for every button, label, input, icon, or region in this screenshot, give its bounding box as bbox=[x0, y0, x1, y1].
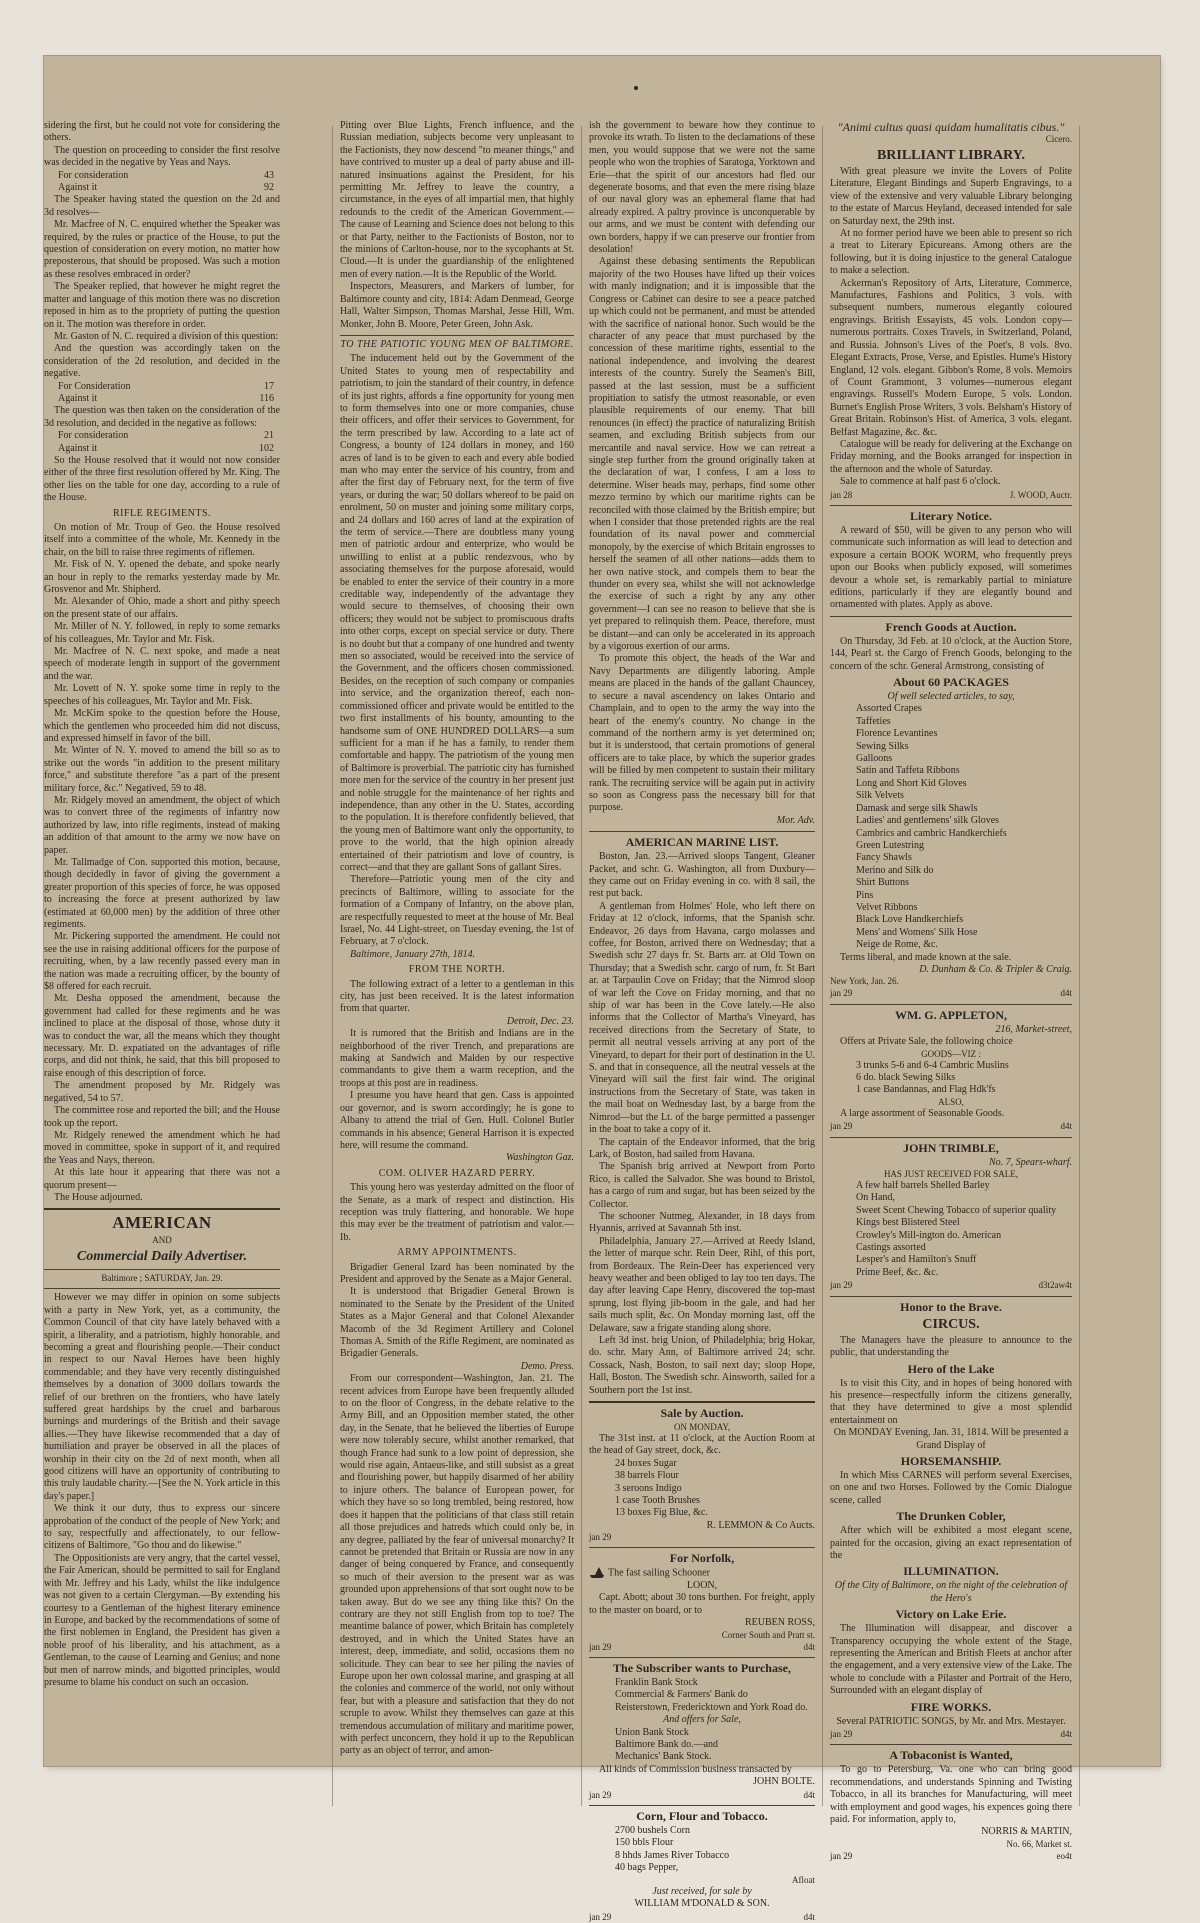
ad-footer: jan 29 d4t bbox=[830, 1729, 1072, 1740]
paragraph: Baltimore, January 27th, 1814. bbox=[350, 948, 476, 960]
list-item: Lesper's and Hamilton's Snuff bbox=[856, 1254, 977, 1266]
paragraph: Inspectors, Measurers, and Markers of lumber, for Baltimore county and city, 1814: Adam Denmead, George Hall, Walter Simpson, Thomas Marshal, Jesse Hill, Wm. Monker, John B. Moore, Peter Green, John Ask. bbox=[340, 281, 574, 330]
ad-heading: CIRCUS. bbox=[922, 1316, 980, 1332]
paragraph: The Speaker replied, that however he might regret the matter and language of this motion there was no discretion reposed in him as to the propriety of putting the question on it. The motion was therefore in order. bbox=[44, 281, 280, 330]
dateline: Baltimore ; SATURDAY, Jan. 29. bbox=[101, 1273, 223, 1284]
paragraph: Mr. Miller of N. Y. followed, in reply to some remarks of his colleagues, Mr. Taylor and Mr. Fisk. bbox=[44, 621, 280, 645]
section-heading: RIFLE REGIMENTS. bbox=[113, 507, 211, 519]
paragraph: All kinds of Commission business transacted by bbox=[599, 1763, 792, 1775]
paragraph: ish the government to beware how they continue to provoke its wrath. To listen to the declamations of these men, you would suppose that we were not the same people who won the trophies of Saratoga, Yorktown and Erie—that the spirit of our ancestors had fled our degenerate bosoms, and that even the mere rising blaze of our naval glory was an ephemeral flame that had already expired. A paltry province is unconquerable by our arms, and we must be content with defending our own borders, happy if we can preserve our frontier from desolation! bbox=[589, 120, 815, 256]
ad-footer: jan 29 d4t bbox=[589, 1789, 815, 1800]
vote-row: Against it 102 bbox=[58, 442, 274, 454]
ad-signature: D. Dunham & Co. & Tripler & Craig. bbox=[919, 963, 1072, 975]
ad-location: New York, Jan. 26. bbox=[830, 976, 899, 987]
paragraph: Mr. Pickering supported the amendment. He could not see the use in raising additional officers for the purpose of recruiting, when, by a law recently passed every man in the nation was made a recruiting officer, by the bounty of $8 offered for each recruit. bbox=[44, 931, 280, 993]
paragraph: The Speaker having stated the question on the 2d and 3d resolves— bbox=[44, 194, 280, 218]
paragraph: Pitting over Blue Lights, French influence, and the Russian mediation, subjects become very unpleasant to the Factionists, they now descend "to meaner things," and have contrived to muster up a deal of party abuse and ill-natured insinuations against the President, for his permitting Mr. Jeffrey to leave the country, a circumstance, in the eyes of all impartial men, that highly redounds to the credit of the American Government.—The cause of Learning and Science does not belong to this or that Party, neither to the Factionists of Boston, nor to the minions of Carlton-house, nor to the sycophants at St. Cloud.—It is under the guardianship of the enlightened men of every nation.—It is the Republic of the World. bbox=[340, 120, 574, 280]
paragraph: Mr. Lovett of N. Y. spoke some time in reply to the speeches of his colleagues, Mr. Taylor and Mr. Fisk. bbox=[44, 683, 280, 707]
list-item: 6 do. black Sewing Silks bbox=[856, 1072, 956, 1083]
ad-heading: French Goods at Auction. bbox=[885, 619, 1017, 634]
paragraph: Just received, for sale by bbox=[652, 1885, 752, 1897]
ad-subheading: HAS JUST RECEIVED FOR SALE, bbox=[883, 1169, 1019, 1180]
divider bbox=[830, 1296, 1072, 1297]
divider bbox=[44, 1208, 280, 1210]
list-item: Black Love Handkerchiefs bbox=[856, 914, 964, 926]
paragraph: On motion of Mr. Troup of Geo. the House resolved itself into a committee of the whole, Mr. Kennedy in the chair, on the bill to raise three regiments of riflemen. bbox=[44, 522, 280, 558]
column-3 bbox=[589, 120, 815, 1922]
paragraph: In which Miss CARNES will perform several Exercises, on one and two Horses. Followed by the Comic Dialogue scene, called bbox=[830, 1469, 1072, 1506]
paragraph: The Managers have the pleasure to announce to the public, that understanding the bbox=[830, 1334, 1072, 1359]
paragraph: A large assortment of Seasonable Goods. bbox=[840, 1107, 1005, 1119]
paragraph: Mr. Fisk of N. Y. opened the debate, and spoke nearly an hour in reply to the remarks yesterday made by Mr. Grosvenor and Mr. Shipherd. bbox=[44, 559, 280, 596]
paragraph: Sale to commence at half past 6 o'clock. bbox=[840, 476, 1001, 488]
ad-footer: jan 29 d4t bbox=[589, 1641, 815, 1652]
paragraph: Mr. Alexander of Ohio, made a short and pithy speech on the present state of our affairs. bbox=[44, 596, 280, 620]
paragraph: Mr. McKim spoke to the question before the House, which the gentlemen who proceeded him did not discuss, and expressed himself in favor of the bill. bbox=[44, 708, 280, 744]
paragraph: And the question was accordingly taken on the consideration of the 2d resolution, and decided in the negative. bbox=[44, 343, 280, 380]
paragraph: The question was then taken on the consideration of the 3d resolution, and decided in the negative as follows: bbox=[44, 405, 280, 429]
list-item: Taffeties bbox=[856, 715, 891, 727]
paragraph: A reward of $50, will be given to any person who will communicate such information as will lead to detection and exposure a certain BOOK WORM, who frequently preys upon our Books when publicly exposed, will sometimes devour a whole set, is remarkably partial to miniature editions, particularly if they are elegantly bound and ornamented with plates. Apply as above. bbox=[830, 524, 1072, 611]
paragraph: Mr. Gaston of N. C. required a division of this question: bbox=[54, 330, 279, 342]
list-item: Sewing Silks bbox=[856, 740, 909, 752]
list-item: Prime Beef, &c. &c. bbox=[856, 1266, 939, 1278]
vote-row: For consideration 43 bbox=[58, 169, 274, 181]
divider bbox=[44, 1269, 280, 1270]
divider bbox=[589, 831, 815, 832]
ad-heading: JOHN TRIMBLE, bbox=[903, 1140, 999, 1155]
masthead-and: AND bbox=[152, 1235, 172, 1246]
paragraph: From our correspondent—Washington, Jan. 21. The recent advices from Europe have been frequently alluded to on the floor of Congress, in the debate relative to the Army Bill, and an Opposition member stated, the other day, in the Senate, that he believed the liberties of Europe were now tolerably secure, whilst another remarked, that though France had sunk to a low point of depression, she would rise again, Antaeus-like, and still subsist as a great and flourishing power, but happily disarmed of her ability to injure others. The balance of European power, for which they have so so long trembled, being restored, how does it happen that the politicians of that class still retain all those prejudices and hatreds which could only be, in any degree, palliated by the fear of universal monarchy? It cannot be pretended that Britain or Russia are now in any danger of being conquered by France, and consequently so much of their aversion to the present war as was grounded upon apprehensions of that sort ought now to be taken away. But do we see any thing like this? On the contrary are they not still English from top to toe? The meantime balance of power, which Britain has completely destroyed, and in which the United States have an interest, deep, immediate, and solid, occasions them no solicitude. They can bear to see her piling the navies of Europe upon her own colossal marine, and grasping at all the colonies and commerce of the world, not only without fear, but with a pleasure and satisfaction that they do not scruple to avow. Whilst they themselves can gaze at this tremendous accumulation of military and maritime power, with perfect unconcern, they hold it up to the Republican party as an object of terror, and amon- bbox=[340, 1373, 574, 1757]
paragraph: The following extract of a letter to a gentleman in this city, has just been received. It is the latest information from that quarter. bbox=[340, 978, 574, 1015]
divider bbox=[830, 1004, 1072, 1005]
list-item: Cambrics and cambric Handkerchiefs bbox=[856, 827, 1007, 839]
section-heading: FROM THE NORTH. bbox=[408, 964, 506, 976]
paragraph: It is rumored that the British and Indians are in the neighborhood of the river Trench, and preparations are making at Sandwich and Malden by our respective commandants to give them a warm reception, and the troops at this post are in readiness. bbox=[340, 1028, 574, 1089]
ad-subheading: ALSO, bbox=[938, 1096, 964, 1107]
column-4 bbox=[830, 120, 1072, 1861]
section-heading: AMERICAN MARINE LIST. bbox=[625, 835, 779, 850]
paragraph: Of well selected articles, to say, bbox=[887, 691, 1015, 703]
paragraph: Mr. Macfree of N. C. enquired whether the Speaker was required, by the rules or practice of the House, to put the question of consideration on every motion, no matter how preposterous, that should be proposed. Was such a motion as these resolves embraced in order? bbox=[44, 219, 280, 280]
paragraph: However we may differ in opinion on some subjects with a party in New York, yet, as a community, the Common Council of that city have lately behaved with a spirit, a liberality, and a patriotism, highly honorable, and becoming a great and flourishing people.—Their conduct in respect to our Naval Heroes have been highly commendable; and they have very recently distinguished themselves by a donation of 3000 dollars towards the relief of our brethren on the frontiers, who have lately suffered great hardships by the cruel and barbarous burnings and murderings of the British and their savage allies.—They have likewise recommended that a day of humiliation and prayer be observed in all the places of worship in their city on the 2d of next month, when all good citizens will have an opportunity of contributing to this truly laudable charity.—[See the N. York article in this day's paper.] bbox=[44, 1292, 280, 1502]
ad-heading: For Norfolk, bbox=[669, 1551, 735, 1566]
motto: "Animi cultus quasi quidam humalitatis cibus." bbox=[837, 120, 1065, 134]
column-1 bbox=[44, 120, 280, 1820]
ad-address: No. 7, Spears-wharf. bbox=[988, 1156, 1072, 1168]
paragraph: The amendment proposed by Mr. Ridgely was negatived, 54 to 57. bbox=[44, 1080, 280, 1104]
source-credit: Mor. Adv. bbox=[776, 814, 815, 826]
paragraph: So the House resolved that it would not now consider either of the three first resolution offered by Mr. King. The other lies on the table for one day, according to a rule of the House. bbox=[44, 454, 280, 504]
divider bbox=[589, 1805, 815, 1806]
list-item: 3 trunks 5-6 and 6-4 Cambric Muslins bbox=[856, 1059, 1009, 1071]
ad-signature: WILLIAM M'DONALD & SON. bbox=[634, 1898, 770, 1910]
divider bbox=[830, 616, 1072, 617]
ad-subheading: GOODS—VIZ : bbox=[921, 1048, 981, 1059]
ad-signature: REUBEN ROSS, bbox=[744, 1617, 815, 1629]
paragraph: Mr. Tallmadge of Con. supported this motion, because, though decidedly in favor of giving the government a greater proportion of this species of force, he was opposed to increasing the force at present authorized by law (estimated at 60,000 men) by the addition of three other regiments. bbox=[44, 856, 280, 930]
paragraph: To promote this object, the heads of the War and Navy Departments are diligently laboring. Ample means are placed in the hands of the gallant Chauncey, to secure a naval ascendency on lakes Ontario and Champlain, and to open to the army the way into the heart of the enemy's country. No change in the command of the northern army is yet determined on; but it is understood, that certain promotions of general officers are to take place, by which the superior grades will be filled by men competent to sustain their military rank. The recruiting service will be again put in activity so soon as Congress pass the necessary bill for that purpose. bbox=[589, 653, 815, 814]
divider bbox=[44, 1288, 280, 1289]
paragraph: A gentleman from Holmes' Hole, who left there on Friday at 12 o'clock, informs, that the Spanish schr. Endeavor, 26 days from Havana, cargo molasses and coffee, for Boston, arrived there on Wednesday; that a Swedish schr 27 days fr. St. Barts arr. at Old Town on Thursday; that a Swedish schr. cargo of rum, fr. St Bart ar. at Tarpaulin Cove on Friday; that the Nimrod sloop of war left the Cove on Friday morning, and that no ship of war has been in the Cove lately.—He also informs that the Collector of Martha's Vineyard, has received directions from the Secretary of State, to permit all neutral vessels arriving at any port of the Vineyard, to depart for their port of destination in the U. S. and that in consequence, all the neutral vessels at the Vineyard will sail the first fair wind. The original instructions from the Secretary of State, was taken in the mail boat on Wednesday last, by a barge from the Nimrod—but the Lt. of the barge permitted a passenger in the boat to take a copy of it. bbox=[589, 900, 815, 1136]
paragraph: Mr. Macfree of N. C. next spoke, and made a neat speech of moderate length in support of the government and the war. bbox=[44, 646, 280, 682]
ad-highlight: ILLUMINATION. bbox=[903, 1564, 999, 1579]
paragraph: It is understood that Brigadier General Brown is nominated to the Senate by the President of the United States as a Major General and that Colonel Alexander Macomb of the 3d Regiment Artillery and Colonel Thomas A. Smith of the Rifle Regiment, are nominated as Brigadier Generals. bbox=[340, 1286, 574, 1360]
ad-heading: BRILLIANT LIBRARY. bbox=[876, 148, 1026, 163]
paragraph: We think it our duty, thus to express our sincere approbation of the conduct of the people of New York; and to say, respectfully and affectionately, to our fellow-citizens of Baltimore, "Go thou and do likewise." bbox=[44, 1503, 280, 1552]
paragraph: Mr. Ridgely renewed the amendment which he had moved in committee, spoke in support of it, and required the Yeas and Nays, thereon. bbox=[44, 1129, 280, 1166]
paragraph: On MONDAY Evening, Jan. 31, 1814. Will be presented a Grand Display of bbox=[833, 1427, 1069, 1451]
ad-signature: R. LEMMON & Co Aucts. bbox=[706, 1519, 815, 1531]
ad-date: jan 29 bbox=[589, 1532, 612, 1543]
ad-highlight: FIRE WORKS. bbox=[910, 1699, 992, 1714]
paragraph: Of the City of Baltimore, on the night of the celebration of the Hero's bbox=[834, 1580, 1068, 1604]
vote-row: Against it 92 bbox=[58, 182, 274, 194]
paragraph: The 31st inst. at 11 o'clock, at the Auction Room at the head of Gay street, dock, &c. bbox=[589, 1433, 815, 1457]
ad-highlight: About 60 PACKAGES bbox=[893, 675, 1009, 690]
paragraph: The schooner Nutmeg, Alexander, in 18 days from Hyannis, arrived at Savannah 5th inst. bbox=[589, 1210, 815, 1235]
list-item: Ladies' and gentlemens' silk Gloves bbox=[856, 815, 1000, 827]
list-item: Castings assorted bbox=[856, 1242, 926, 1254]
list-item: Pins bbox=[856, 889, 874, 901]
list-item: Satin and Taffeta Ribbons bbox=[856, 765, 960, 777]
masthead-title: AMERICAN bbox=[112, 1213, 212, 1233]
list-item: Damask and serge silk Shawls bbox=[856, 802, 978, 814]
list-item: 40 bags Pepper, bbox=[615, 1862, 679, 1874]
list-item: Galloons bbox=[856, 753, 893, 765]
paragraph: The question on proceeding to consider the first resolve was decided in the negative by Yeas and Nays. bbox=[44, 144, 280, 169]
paragraph: This young hero was yesterday admitted on the floor of the Senate, as a mark of respect and distinction. His reception was truly flattering, and honorable. We hope this may ever be the treatment of patriotism and valor.—Ib. bbox=[340, 1182, 574, 1243]
source-credit: Washington Gaz. bbox=[506, 1152, 574, 1164]
paragraph: Boston, Jan. 23.—Arrived sloops Tangent, Gleaner Packet, and schr. G. Washington, all from Duxbury—they came out on Friday evening in co. with 8 sail, the rest put back. bbox=[589, 851, 815, 900]
ad-highlight: Hero of the Lake bbox=[907, 1361, 995, 1376]
ad-footer: jan 29 d4t bbox=[830, 988, 1072, 999]
list-item: Fancy Shawls bbox=[856, 852, 912, 864]
ad-footer: jan 29 d4t bbox=[589, 1911, 815, 1922]
paragraph: Brigadier General Izard has been nominated by the President and approved by the Senate as a Major General. bbox=[340, 1261, 574, 1285]
ad-address: No. 66, Market st. bbox=[1006, 1838, 1072, 1849]
ad-subheading: And offers for Sale, bbox=[663, 1714, 741, 1726]
paragraph: Catalogue will be ready for delivering at the Exchange on Friday morning, and the Books arranged for inspection in the afternoon and the whole of Saturday. bbox=[830, 438, 1072, 475]
paragraph: The captain of the Endeavor informed, that the brig Lark, of Boston, had sailed from Havana. bbox=[589, 1136, 815, 1160]
paragraph: After which will be exhibited a most elegant scene, painted for the occasion, giving an exact representation of the bbox=[830, 1525, 1072, 1561]
list-item: Neige de Rome, &c. bbox=[856, 939, 938, 951]
ad-heading: A Tobaconist is Wanted, bbox=[889, 1748, 1013, 1763]
paragraph: I presume you have heard that gen. Cass is appointed our governor, and is sworn accordingly; he is gone to Albany to attend the trial of Gen. Hull. Colonel Butler commands in his absence; General Harrison it is expected here, will resume the command. bbox=[340, 1090, 574, 1151]
column-rule bbox=[1079, 126, 1080, 1806]
paragraph: Is to visit this City, and in hopes of being honored with his presence—respectfully inform the citizens generally, that they have determined to give a most splendid entertainment on bbox=[830, 1377, 1072, 1426]
list-item: Mens' and Womens' Silk Hose bbox=[856, 926, 978, 938]
ad-footer: jan 29 d4t bbox=[830, 1121, 1072, 1132]
list-item: 8 hhds James River Tobacco bbox=[615, 1849, 730, 1861]
column-rule bbox=[581, 126, 582, 1806]
list-item: 13 boxes Fig Blue, &c. bbox=[615, 1507, 708, 1519]
paragraph: At this late hour it appearing that there was not a quorum present— bbox=[44, 1167, 280, 1191]
paragraph: The inducement held out by the Government of the United States to young men of respectability and patriotism, to join the standard of their country, in defence of its just rights, affords a fine opportunity for young men to form themselves into one or more companies, chuse their officers, and offer their services to Government, for the term prescribed by law. According to a late act of Congress, a bounty of 124 dollars in money, and 160 acres of land is to be given to each and every able bodied man who may enter the service of his country, from and after the first day of February next, for the term of five years, or during the war; 50 dollars whereof to be paid on enrolment, 50 on muster and joining some military corps, and 24 dollars and 160 acres of land at the expiration of the term of service.—There are doubtless many young men of patriotic ardour and enterprize, who would be unwilling to enlist at a public rendezvous, who by associating themselves for the purpose aforesaid, would be enabled to enter the service of their country in a more creditable way, independently of the advantage they would secure to themselves, of choosing their own officers; they would not be subject to promiscuous drafts into other corps, except on special service or duty. There is no doubt but that a company of one hundred and twenty men so associated, would be received into the service of the Government, and the officers chosen commissioned. Besides, on the reception of such company or companies into service, and the organization thereof, each non-commissioned officer and private would be entitled to the two first installments of his bounty, amounting to the handsome sum of ONE HUNDRED DOLLARS—a sum sufficient for a man if he has a family, to render them comfortable and happy. The patriotism of the young men of Baltimore is proverbial. The patriotic city has furnished more men for the service of the country in her present just and noble struggle for the maintenance of her rights and independence, than any other in the U. States, according to the population. It is therefore confidently believed, that the young men of Baltimore want only the opportunity, to prove to the world, that the high opinion already entertained of their patriotism and love of country, is correct—and that they are gallant Sons of gallant Sires. bbox=[340, 353, 574, 873]
paragraph: With great pleasure we invite the Lovers of Polite Literature, Elegant Bindings and Superb Engravings, to a view of the extensive and very valuable Library belonging to the estate of Marcus Heyland, deceased intended for sale on Saturday next, the 29th inst. bbox=[830, 166, 1072, 227]
paragraph: The Illumination will disappear, and discover a Transparency occupying the whole extent of the Stage, representing the American and British Fleets at anchor after the engagement, and a very extensive view of the Lake. The whole to conclude with a Pilaster and Portrait of the Hero, Surrounded with an elegant display of bbox=[830, 1623, 1072, 1697]
paragraph: To go to Petersburg, Va. one who can bring good recommendations, and understands Spinning and Twisting Tobacco, in all its branches for Manufacturing, will meet with employment and good wages, his expences going there paid. For information, apply to, bbox=[830, 1764, 1072, 1826]
ad-highlight: The Drunken Cobler, bbox=[896, 1509, 1006, 1524]
ad-subheading: ON MONDAY, bbox=[673, 1422, 730, 1433]
paragraph: Several PATRIOTIC SONGS, by Mr. and Mrs. Mestayer. bbox=[836, 1715, 1066, 1727]
ad-heading: Sale by Auction. bbox=[660, 1406, 744, 1421]
paragraph: On Thursday, 3d Feb. at 10 o'clock, at the Auction Store, 144, Pearl st. the Cargo of French Goods, belonging to the concern of the schr. General Armstrong, consisting of bbox=[830, 635, 1072, 672]
list-item: Silk Velvets bbox=[856, 790, 904, 802]
paragraph: Mr. Ridgely moved an amendment, the object of which was to convert three of the regiments of infantry now authorized by law, into rifle regiments, instead of making an addition of that amount to the army we now have on paper. bbox=[44, 794, 280, 856]
list-item: Assorted Crapes bbox=[856, 703, 922, 715]
paragraph: The House adjourned. bbox=[54, 1191, 143, 1203]
ad-heading: WM. G. APPLETON, bbox=[894, 1007, 1008, 1022]
list-item: 150 bbls Flour bbox=[615, 1837, 674, 1849]
list-item: Velvet Ribbons bbox=[856, 901, 918, 913]
list-item: Long and Short Kid Gloves bbox=[856, 777, 967, 789]
paragraph: The Oppositionists are very angry, that the cartel vessel, the Fair American, should be permitted to sail for England with Mr. Jeffrey and his Lady, whilst the like indulgence was not given to a certain Clergyman.—By extending his courtesy to a Gentleman of the highest literary eminence in Europe, and backed by the recommendations of some of the first noblemen in England, the President has given a noble proof of his liberality, and his attachment, as a Gentleman, to the cause of Learning and Genius; and none but men of narrow minds, and bigotted principles, would presume to blame his conduct on such an occasion. bbox=[44, 1552, 280, 1688]
section-heading: COM. OLIVER HAZARD PERRY. bbox=[378, 1167, 536, 1179]
list-item: Mechanics' Bank Stock. bbox=[615, 1751, 712, 1763]
section-heading: TO THE PATIOTIC YOUNG MEN OF BALTIMORE. bbox=[340, 338, 574, 350]
column-rule bbox=[822, 126, 823, 1806]
masthead-subtitle: Commercial Daily Advertiser. bbox=[76, 1249, 248, 1265]
divider bbox=[589, 1547, 815, 1548]
paragraph: Left 3d inst. brig Union, of Philadelphia; brig Hokar, do. schr. Mary Ann, of Baltimore arrived 24; schr. Cossack, Nash, Boston, to sail next day; sloop Hope, Hall, Boston. The Swedish schr. Ainsworth, sailed for a Southern port the 1st inst. bbox=[589, 1335, 815, 1396]
vote-row: For Consideration 17 bbox=[58, 380, 274, 392]
paragraph: Mr. Desha opposed the amendment, because the government had called for these regiments and he was inclined to place at the disposal of those, whose duty it was to conduct the war, all the means which they thought necessary. Mr. D. expatiated on the advantages of rifle corps, and did not think, he said, that this bill proposed to raise enough of this description of force. bbox=[44, 993, 280, 1079]
column-rule bbox=[332, 126, 333, 1806]
paragraph: At no former period have we been able to present so rich a treat to Literary Epicureans. Among others are the following, but it is doing injustice to the general Catalogue to make a selection. bbox=[830, 228, 1072, 277]
paragraph: sidering the first, but he could not vote for considering the others. bbox=[44, 120, 280, 144]
list-item: Florence Levantines bbox=[856, 728, 938, 740]
ad-footer: jan 29 d3t2aw4t bbox=[830, 1280, 1072, 1291]
ad-highlight: Victory on Lake Erie. bbox=[895, 1607, 1007, 1622]
divider bbox=[340, 335, 574, 336]
list-item: Kings best Blistered Steel bbox=[856, 1217, 960, 1229]
ad-heading: Literary Notice. bbox=[910, 508, 992, 523]
vote-row: Against it 116 bbox=[58, 392, 274, 404]
list-item: Baltimore Bank do.—and bbox=[615, 1739, 719, 1751]
ad-heading: Corn, Flour and Tobacco. bbox=[636, 1809, 768, 1824]
paragraph: Mr. Winter of N. Y. moved to amend the bill so as to strike out the words "in addition to the present military force," and substitute therefore "as a part of the present military force, &c." Negatived, 59 to 48. bbox=[44, 745, 280, 794]
list-item: Union Bank Stock bbox=[615, 1726, 689, 1738]
paragraph: Offers at Private Sale, the following choice bbox=[840, 1036, 1013, 1048]
ad-highlight: HORSEMANSHIP. bbox=[900, 1453, 1002, 1468]
list-item: 2700 bushels Corn bbox=[615, 1825, 690, 1837]
motto-source: Cicero. bbox=[1045, 134, 1072, 144]
vote-row: For consideration 21 bbox=[58, 430, 274, 442]
ad-heading: The Subscriber wants to Purchase, bbox=[613, 1661, 791, 1676]
divider bbox=[589, 1401, 815, 1403]
afloat-note: Afloat bbox=[792, 1874, 815, 1885]
list-item: 24 boxes Sugar bbox=[615, 1457, 677, 1469]
ad-signature: NORRIS & MARTIN, bbox=[981, 1826, 1072, 1838]
list-item: A few half barrels Shelled Barley bbox=[856, 1180, 990, 1192]
list-item: On Hand, bbox=[856, 1192, 895, 1204]
paragraph: Capt. Abott; about 30 tons burthen. For freight, apply to the master on board, or to bbox=[589, 1592, 815, 1616]
divider bbox=[589, 1657, 815, 1658]
ad-heading: Honor to the Brave. bbox=[900, 1299, 1002, 1314]
section-heading: ARMY APPOINTMENTS. bbox=[397, 1247, 517, 1259]
paragraph: Therefore—Patriotic young men of the city and precincts of Baltimore, willing to associate for the formation of a Company of Infantry, on the above plan, are respectfully requested to meet at the house of Mr. Beal Israel, No. 44 Light-street, on Tuesday evening, the 1st of February, at 7 o'clock. bbox=[340, 874, 574, 948]
page-mark bbox=[634, 86, 638, 90]
list-item: Crowley's Mill-ington do. American bbox=[856, 1229, 1002, 1241]
ad-address: 216, Market-street, bbox=[995, 1023, 1072, 1035]
list-item: Sweet Scent Chewing Tobacco of superior quality bbox=[856, 1204, 1057, 1216]
paragraph: The committee rose and reported the bill; and the House took up the report. bbox=[44, 1105, 280, 1129]
list-item: Green Lutestring bbox=[856, 839, 925, 851]
list-item: 38 barrels Flour bbox=[615, 1470, 679, 1482]
list-item: 1 case Bandannas, and Flag Hdk'fs bbox=[856, 1084, 996, 1096]
list-item: Merino and Silk do bbox=[856, 864, 934, 876]
list-item: 3 seroons Indigo bbox=[615, 1482, 682, 1494]
paragraph: Philadelphia, January 27.—Arrived at Reedy Island, the letter of marque schr. Rein Deer, Rihl, of this port, from Bordeaux. The Rein-Deer has experienced very heavy weather and been obliged to lay too ten days. The day after leaving Cape Henry, discovered the top-mast sprung, lost flying jib-boom in the gale, and had her sails much split, &c. On Monday morning last, off the Delaware, saw a frigate standing along shore. bbox=[589, 1235, 815, 1334]
divider bbox=[830, 1744, 1072, 1745]
ship-name: LOON, bbox=[686, 1579, 718, 1591]
divider bbox=[830, 505, 1072, 506]
ad-footer: jan 28 J. WOOD, Auctr. bbox=[830, 489, 1072, 500]
ad-address: Corner South and Pratt st. bbox=[721, 1629, 815, 1640]
newspaper-page bbox=[44, 56, 1160, 1922]
ad-signature: JOHN BOLTE. bbox=[753, 1776, 815, 1788]
paragraph: Ackerman's Repository of Arts, Literature, Commerce, Manufactures, Fashions and Politics, 3 vols. with subsequent numbers, numerous elegantly coloured engravings. British Essayists, 45 vols. London copy—numerous portraits. Coxes Travels, in Switzerland, Poland, and Russia. Johnson's Lives of the Poet's, 8 vols. 8vo. Elegant Extracts, Prose, Verse, and Epistles. Hume's History England, 12 vols. elegant. Gibbon's Rome, 8 vols. Memoirs of Count Grammont, 3 volumes—numerous elegant engravings. Russell's Modern Europe, 5 vols. London. Burnet's English Prose Writers, 3 vols. Belsham's History of Great Britain. Robinson's Hist. of America, 3 vols. elegant. Belfast Magazine, &c. &c. bbox=[830, 277, 1072, 438]
list-item: Reisterstown, Fredericktown and York Road do. bbox=[615, 1701, 808, 1713]
paragraph: The Spanish brig arrived at Newport from Porto Rico, is called the Salvador. She was bound to Bristol, has a cargo of rum and sugar, but has been seized by the Collector. bbox=[589, 1161, 815, 1210]
source-credit: Demo. Press. bbox=[520, 1360, 574, 1372]
ship-icon bbox=[589, 1567, 605, 1579]
paragraph: Against these debasing sentiments the Republican majority of the two Houses have lifted up their voices with manly indignation; and it is impossible that the Congress or Cabinet can desire to see a peace patched up which could not be permanent, and must be attended with the sacrifice of national honor. Such would be the character of any peace that must purchased by the concession of these maritime rights, essential to the national independence, and involving the dearest interests of the country. Surely the Seamen's Bill, passed at the last session, must be a sufficient propitiation to satisfy the utmost reasonable, or even plausible requirements of our enemy. That bill renounces (in effect) the practice of naturalizing British seamen, and excluding British subjects from our mercantile and naval service. How we can retreat a single step further from the ground originally taken at the declaration of war, I confess, I am a loss to determine. Wiser heads may, perhaps, find some other mezzo termino by which our maritime rights can be reconciled with those claimed by the British empire; but when I consider that those pretended rights are the real foundation of its naval power and commercial monopoly, by the exercise of which Britain engrosses to herself the seamen of all other nations—adds them to her own native stock, and compels them to bear the thunder on every sea, whilst she will not acknowledge the exercise of such a right by any any other government—I can see no reason to believe that she is yet prepared to relinquish them. Peace, therefore, must be distant—and can only be accelerated in its approach by a vigorous exertion of our arms. bbox=[589, 256, 815, 653]
paragraph: Terms liberal, and made known at the sale. bbox=[840, 951, 1012, 963]
list-item: 1 case Tooth Brushes bbox=[615, 1495, 700, 1507]
dateline: Detroit, Dec. 23. bbox=[506, 1015, 574, 1027]
divider bbox=[830, 1137, 1072, 1138]
ad-footer: jan 29 eo4t bbox=[830, 1850, 1072, 1861]
paragraph: The fast sailing Schooner bbox=[608, 1567, 710, 1579]
list-item: Franklin Bank Stock bbox=[615, 1677, 698, 1689]
list-item: Shirt Buttons bbox=[856, 877, 910, 889]
list-item: Commercial & Farmers' Bank do bbox=[615, 1689, 748, 1701]
column-2 bbox=[340, 120, 574, 1820]
